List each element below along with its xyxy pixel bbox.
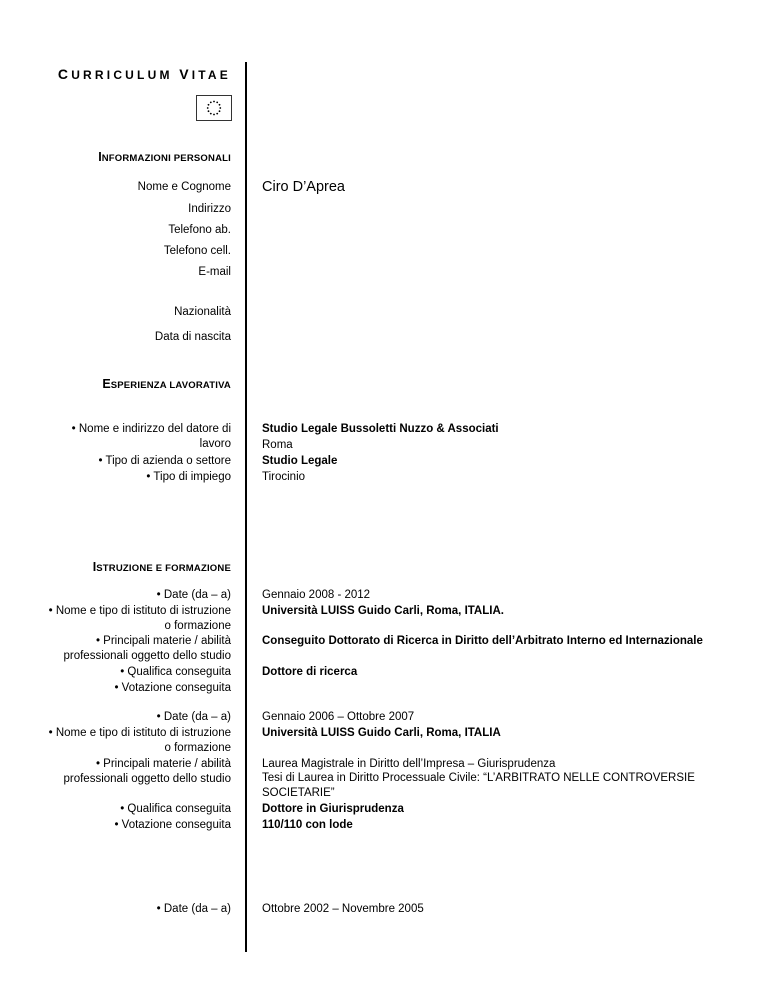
label-dates: • Date (da – a) <box>156 903 231 915</box>
label-qualification: • Qualifica conseguita <box>120 666 231 678</box>
employer-name: Studio Legale Bussoletti Nuzzo & Associati <box>262 423 499 435</box>
entry1-institute: Università LUISS Guido Carli, Roma, ITALIA. <box>262 605 504 617</box>
entry1-subjects: Conseguito Dottorato di Ricerca in Diritto dell’Arbitrato Interno ed Internazionale <box>262 635 703 647</box>
cv-title-initial-2: V <box>179 66 192 82</box>
section-rest: STRUZIONE E FORMAZIONE <box>96 563 231 574</box>
label-job-type: • Tipo di impiego <box>146 471 231 483</box>
label-email: E-mail <box>198 266 231 278</box>
cv-title <box>58 66 231 82</box>
job-type-value: Tirocinio <box>262 471 306 483</box>
section-initial: I <box>92 560 97 574</box>
sector-value: Studio Legale <box>262 455 338 467</box>
section-rest: SPERIENZA LAVORATIVA <box>110 380 231 391</box>
section-initial: E <box>102 377 111 391</box>
label-phone: Telefono ab. <box>168 224 231 236</box>
column-divider <box>245 62 247 952</box>
label-address: Indirizzo <box>188 203 231 215</box>
cv-title-rest-2: ITAE <box>191 68 231 82</box>
section-work-experience <box>102 377 231 391</box>
entry1-qualification: Dottore di ricerca <box>262 666 358 678</box>
label-sector: • Tipo di azienda o settore <box>98 455 231 467</box>
label-dates: • Date (da – a) <box>156 589 231 601</box>
section-rest: NFORMAZIONI PERSONALI <box>101 153 231 164</box>
label-qualification: • Qualifica conseguita <box>120 803 231 815</box>
label-employer: • Nome e indirizzo del datore di lavoro <box>71 423 231 450</box>
label-birthdate: Data di nascita <box>154 331 231 343</box>
section-education <box>93 560 231 574</box>
label-subjects: • Principali materie / abilità professionali oggetto dello studio <box>63 635 231 662</box>
label-institute: • Nome e tipo di istituto di istruzione o formazione <box>48 605 231 632</box>
entry2-subjects-line1: Laurea Magistrale in Diritto dell’Impresa – Giurisprudenza <box>262 758 556 770</box>
entry2-dates: Gennaio 2006 – Ottobre 2007 <box>262 711 415 723</box>
label-dates: • Date (da – a) <box>156 711 231 723</box>
person-name: Ciro D’Aprea <box>262 179 345 195</box>
section-personal-info <box>98 150 231 164</box>
entry2-subjects-line2: Tesi di Laurea in Diritto Processuale Civile: “L’ARBITRATO NELLE CONTROVERSIE SOCIETARIE” <box>262 772 695 799</box>
label-mobile: Telefono cell. <box>163 245 231 257</box>
cv-title-initial-1: C <box>57 66 72 82</box>
cv-title-rest-1: URRICULUM <box>71 68 173 82</box>
label-grade: • Votazione conseguita <box>114 819 231 831</box>
entry2-qualification: Dottore in Giurisprudenza <box>262 803 404 815</box>
employer-city: Roma <box>262 439 293 451</box>
label-institute: • Nome e tipo di istituto di istruzione o formazione <box>48 727 231 754</box>
entry2-institute: Università LUISS Guido Carli, Roma, ITALIA <box>262 727 501 739</box>
label-name: Nome e Cognome <box>137 181 231 193</box>
entry1-dates: Gennaio 2008 - 2012 <box>262 589 371 601</box>
label-subjects: • Principali materie / abilità professionali oggetto dello studio <box>63 758 231 785</box>
entry2-grade: 110/110 con lode <box>262 819 353 831</box>
label-grade: • Votazione conseguita <box>114 682 231 694</box>
section-initial: I <box>98 150 102 164</box>
eu-flag-icon <box>196 95 232 121</box>
entry3-dates: Ottobre 2002 – Novembre 2005 <box>262 903 424 915</box>
label-nationality: Nazionalità <box>174 306 231 318</box>
